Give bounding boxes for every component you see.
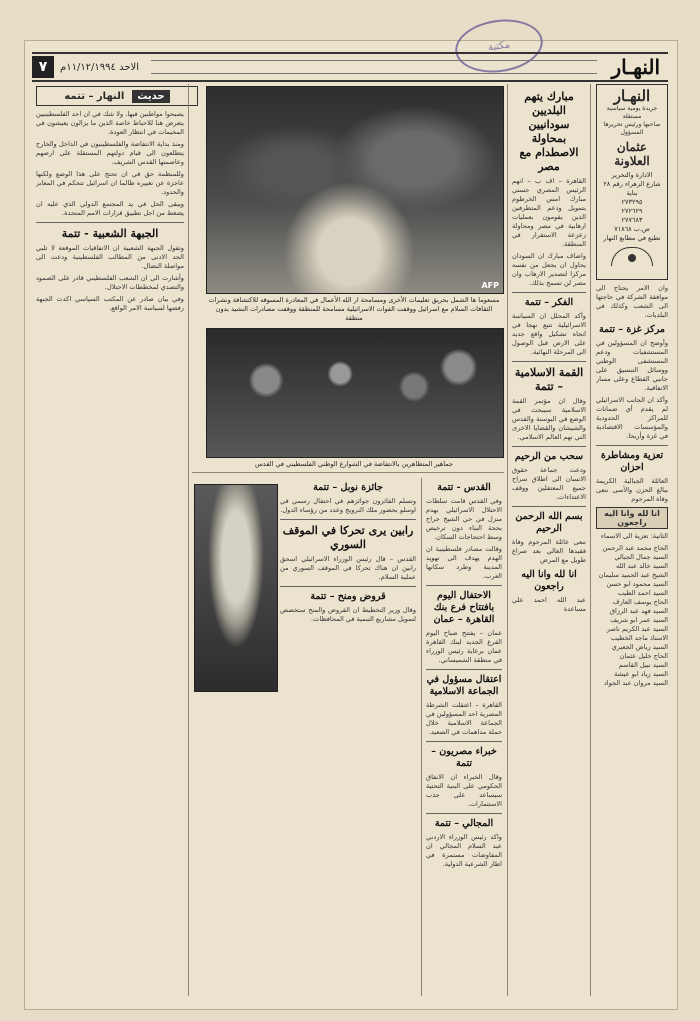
article-text: العائلة الجبالية الكريمة ببالغ الحزن والأسى ننعى وفاة المرحوم: [596, 477, 668, 503]
article-text: وأكد ان الجانب الاسرائيلي لم يقدم أي ضمانات للمراكز الحدودية والمؤسسات الاقتصادية في غزة وأريحا.: [596, 396, 668, 440]
column-divider: [421, 478, 422, 996]
page-number: ٧: [32, 56, 54, 78]
column-divider: [590, 84, 591, 996]
library-stamp: مكتبة: [452, 14, 546, 78]
divider: [426, 585, 502, 586]
names-list: [596, 544, 668, 688]
owner-label: صاحبها ورئيس تحريرها المسؤول: [603, 121, 661, 136]
section-divider: [192, 472, 504, 473]
list-item: السيد خالد عبد الله: [616, 562, 668, 570]
photo-credit: AFP: [481, 281, 499, 290]
sunrise-logo-icon: [611, 247, 653, 266]
divider: [426, 669, 502, 670]
column-right: [596, 284, 668, 996]
headline: اعتقال مسؤول في الجماعة الاسلامية: [426, 674, 502, 697]
list-item: الشيخ عبد الحميد سليمان: [598, 571, 668, 579]
issue-date: الاحد ١١/١٢/١٩٩٤م: [60, 61, 140, 73]
masthead-title: النهـار: [611, 55, 660, 79]
column-divider: [507, 84, 508, 996]
divider: [426, 813, 502, 814]
column-divider: [188, 84, 189, 996]
headline: خبراء مصريون – تتمة: [431, 746, 497, 769]
condolence-box: انا لله وانا اليه راجعون: [596, 507, 668, 529]
article-text: وأشارت الى ان الشعب الفلسطيني قادر على الصمود والتصدي لمخططات الاحتلال.: [36, 274, 184, 291]
article-text: وفي القدس قامت سلطات الاحتلال الاسرائيلي بهدم منزل في حي الشيخ جراح بحجة البناء دون ترخيص وسط احتجاجات السكان.: [426, 497, 502, 541]
column-third: [426, 478, 502, 996]
headline: رابين يرى تحركا في الموقف السوري: [282, 524, 414, 551]
list-item: السيد زياد ابو عيشة: [614, 670, 668, 678]
article-text: ودعت جماعة حقوق الانسان الى اطلاق سراح جميع المعتقلين ووقف الاعتداءات.: [512, 466, 586, 501]
article-text: وأكد المحلل ان السياسة الاسرائيلية تتبع نهجا في اتجاه تشكيل واقع جديد على الارض قبل الوصول الى المرحلة النهائية.: [512, 312, 586, 356]
column-center: [280, 478, 416, 996]
section-title: النهار – تتمه: [64, 90, 125, 102]
column-left: [36, 110, 184, 996]
headline: بسم الله الرحمن الرحيم: [515, 511, 583, 534]
list-item: السيد احمد الطيب: [617, 589, 668, 597]
owner-name: عثمان العلاونة: [614, 140, 650, 168]
section-head: حديث: [132, 90, 169, 103]
headline: جائزة نوبل – تتمة: [313, 482, 383, 493]
headline: قروض ومنح – تتمة: [310, 591, 386, 602]
article-text: يصبحوا مواطنين فيها. ولا شك في ان احد الفلسطينيين يتعرض هنا للاحباط خاصة الذين ما يزالون يعيشون في المخيمات في انتظار العودة.: [36, 110, 184, 136]
headline: الجبهة الشعبية - تتمة: [61, 227, 159, 240]
article-text: القاهرة – اف ب – اتهم الرئيس المصري حسني مبارك امس الخرطوم بتمويل ودعم المتطرفين الذين يقومون بعمليات ارهابية في مصر ومحاولة زعزعة الاستقرار في المنطقة.: [512, 177, 586, 248]
photo-caption: مسعوما ها الشمل بحريق تعليمات الأخرى ومسامحة ار الله الأعمال في المعادرة المسوقه للاكتشافة ونشرات الثقافات السلام مع اسرائيل ووقفت الفوات الاسرائيلية مسامحة للمنطقة ووقفت مصادرات النشيد بدون منطقة: [208, 296, 500, 322]
headline: مركز غزة – تتمة: [598, 324, 666, 335]
article-text: وان الامر يحتاج الى موافقة الشركة في حاجتها الى الشعب وكذلك في البلديات.: [596, 284, 668, 319]
article-text: عمان – يفتتح صباح اليوم الفرع الجديد لبنك القاهرة عمان برعاية رئيس الوزراء في منطقة الشميساني.: [426, 629, 502, 664]
fax: ٢٧٧٦٨٣: [621, 216, 643, 224]
divider: [512, 506, 586, 507]
list-item: السيد عمر ابو شريف: [610, 616, 668, 624]
article-text: وقال الخبراء ان الانفاق الحكومي على البنية التحتية سيساعد على جذب الاستثمارات.: [426, 773, 502, 808]
phone-1: ٢٧٣٢٩٥: [621, 198, 643, 206]
article-text: تنعى عائلة المرحوم وفاة فقيدها الغالي بعد صراع طويل مع المرض: [512, 538, 586, 564]
column-second: [512, 86, 586, 996]
headline: القمة الاسلامية – تتمة: [514, 366, 584, 393]
divider: [596, 445, 668, 446]
article-text: وقال ان مؤتمر القمة الاسلامية سيبحث في الوضع في البوسنة والقدس والشيشان والقضايا الاخرى التي تهم العالم الاسلامي.: [512, 397, 586, 441]
headline: الاحتفال اليوم بافتتاح فرع بنك القاهرة – عمان: [433, 590, 495, 625]
admin-label: الادارة والتحرير: [611, 171, 653, 179]
divider: [36, 222, 184, 223]
masthead-box: [596, 84, 668, 280]
divider: [512, 292, 586, 293]
article-text: واضاف مبارك ان السودان يحاول ان يجعل من نفسه مركزا لتصدير الارهاب وان مصر لن تسمح بذلك.: [512, 252, 586, 287]
list-item: السيد فهد عبد الرزاق: [609, 607, 668, 615]
list-heading: الثانية: تعزية الى الاسماء: [600, 532, 668, 540]
article-text: وأوضح ان المسؤولين في المستشفيات ودعم المستشفى الوطني ووسائل التنسيق على جانبي القطاع وعلى مسار الاتفاقية.: [596, 339, 668, 392]
list-item: السيد رياض الجعبري: [611, 643, 668, 651]
headline: تعزية ومشاطرة احزان: [600, 450, 664, 473]
article-text: ومنذ بداية الانتفاضة والفلسطينيون في الداخل والخارج يتطلعون الى قيام دولتهم المستقلة على ارضهم وعاصمتها القدس الشريف.: [36, 140, 184, 166]
masthead-box-title: النهـار: [613, 87, 651, 105]
article-text: وقالت مصادر فلسطينية ان الهدم يهدف الى تهويد المدينة وطرد سكانها العرب.: [426, 545, 502, 580]
section-tab: [36, 86, 198, 106]
headline: القدس - تتمة: [437, 482, 491, 493]
list-item: الحاج يوسف العارف: [612, 598, 668, 606]
headline: الفكر – تتمة: [524, 297, 574, 308]
article-text: القدس – قال رئيس الوزراء الاسرائيلي اسحق رابين ان هناك تحركا في الموقف السوري من عملية السلام.: [280, 555, 416, 581]
list-item: السيد محمود ابو حسن: [606, 580, 668, 588]
divider: [512, 361, 586, 362]
address: شارع الزهراء رقم ٢٨ بناية: [603, 180, 661, 197]
po-box: ص.ب ٧١٨٦٨: [614, 225, 650, 233]
article-text: وتسلم الفائزون جوائزهم في احتفال رسمي في اوسلو بحضور ملك النرويج وعدد من رؤساء الدول.: [280, 497, 416, 514]
portrait-photo: [194, 484, 278, 692]
masthead-subtitle: جريدة يومية سياسية مستقلة: [606, 105, 658, 120]
article-text: وتقول الجبهة الشعبية ان الاتفاقيات الموقعة لا تلبي الحد الادنى من المطالب الفلسطينية ودعت الى مواصلة النضال.: [36, 244, 184, 270]
article-text: وللمنظمة حق في ان تحتج على هذا الوضع ولكنها عاجزة عن تغييره طالما ان اسرائيل تتحكم في المعابر والحدود.: [36, 170, 184, 196]
divider: [512, 446, 586, 447]
headline: انا لله وانا اليه راجعون: [521, 569, 577, 592]
article-text: ويبقى الحل في يد المجتمع الدولي الذي عليه ان يضغط من اجل تطبيق قرارات الامم المتحدة.: [36, 200, 184, 217]
divider: [426, 741, 502, 742]
article-text: واكد رئيس الوزراء الاردني عبد السلام المجالي ان المفاوضات مستمرة في اطار الشرعية الدولية.: [426, 833, 502, 868]
list-item: الاستاذ ماجد الخطيب: [610, 634, 668, 642]
phone-2: ٢٧٢٦٢٩: [621, 207, 643, 215]
divider: [280, 519, 416, 520]
protest-fire-photo: [206, 86, 504, 294]
header-rule: [151, 60, 597, 74]
article-text: عبد الله احمد علي مساعدة: [512, 596, 586, 613]
headline: سحب من الرحيم: [514, 451, 584, 462]
printed-by: تطبع في مطابع النهار: [603, 234, 661, 242]
article-text: وقال وزير التخطيط ان القروض والمنح ستخصص لتمويل مشاريع التنمية في المحافظات.: [280, 606, 416, 623]
list-item: السيد جمال الجبالي: [614, 553, 668, 561]
list-item: الحاج محمد عبد الرحمن: [602, 544, 668, 552]
list-item: الحاج خليل عثمان: [619, 652, 668, 660]
article-text: القاهرة – اعتقلت الشرطة المصرية احد المسؤولين في الجماعة الاسلامية خلال حملة مداهمات في الصعيد.: [426, 701, 502, 736]
list-item: السيد مروان عبد الجواد: [603, 679, 668, 687]
page-header: [32, 52, 668, 82]
headline: المجالي – تتمة: [434, 818, 494, 829]
headline: مبارك يتهم البلديين سودانيين بمحاولة الاصطدام مع مصر: [519, 90, 579, 173]
photo-caption: جماهير المتظاهرين بالانتفاضة في الشوارع الوطني الفلسطيني في القدس: [254, 460, 454, 468]
divider: [280, 586, 416, 587]
list-item: السيد عبد الكريم ناصر: [606, 625, 668, 633]
crowd-photo: [206, 328, 504, 458]
article-text: وفي بيان صادر عن المكتب السياسي اكدت الجبهة رفضها لسياسة الامر الواقع.: [36, 295, 184, 312]
list-item: السيد نبيل القاسم: [618, 661, 668, 669]
